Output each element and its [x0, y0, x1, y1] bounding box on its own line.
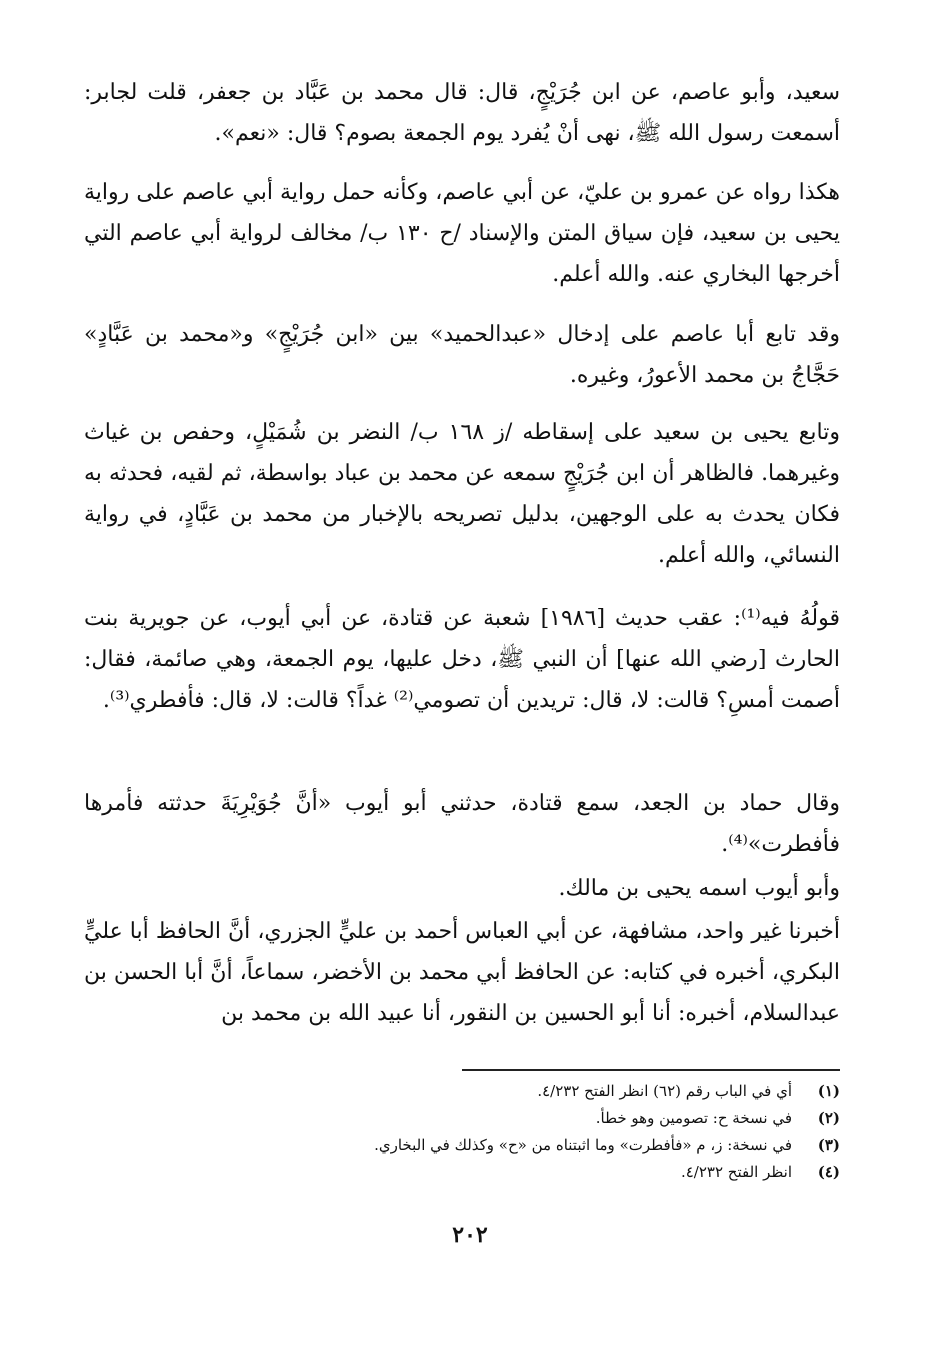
- paragraph-text: أخبرنا غير واحد، مشافهة، عن أبي العباس أحمد بن عليٍّ الجزري، أنَّ الحافظ أبا عليٍّ البكري، أخبره في كتابه: عن الحافظ أبي محمد بن الأخضر، سماعاً، أنَّ أبا الحسن بن عبدالسلام، أخبره: أنا أبو الحسين بن النقور، أنا عبيد الله بن محمد بن: [84, 919, 840, 1026]
- footnote-4: [330, 1159, 840, 1186]
- footnote-text: انظر الفتح ٤/٢٣٢.: [680, 1163, 792, 1181]
- footnote-3: [330, 1132, 840, 1159]
- paragraph-2: [84, 172, 840, 295]
- footnotes: [330, 1078, 840, 1186]
- paragraph-text: وتابع يحيى بن سعيد على إسقاطه /ز ١٦٨ ب/ النضر بن شُمَيْلٍ، وحفص بن غياث وغيرهما. فالظاهر أن ابن جُرَيْجٍ سمعه عن محمد بن عباد بواسطة، ثم لقيه، فحدثه به فكان يحدث به على الوجهين، بدليل تصريحه بالإخبار من محمد بن عَبَّادٍ، في رواية النسائي، والله أعلم.: [84, 420, 840, 568]
- footnote-text: في نسخة: ز، م «فأفطرت» وما اثبتناه من «ح» وكذلك في البخاري.: [374, 1136, 792, 1154]
- paragraph-text: سعيد، وأبو عاصم، عن ابن جُرَيْجٍ، قال: قال محمد بن عَبَّاد بن جعفر، قلت لجابر: أسمعت رسول الله ﷺ، نهى أنْ يُفرد يوم الجمعة بصوم؟ قال: «نعم».: [84, 80, 840, 146]
- footnote-number: (٣): [817, 1136, 840, 1154]
- footnote-2: [330, 1105, 840, 1132]
- paragraph-1: [84, 72, 840, 154]
- paragraph-text: وقال حماد بن الجعد، سمع قتادة، حدثني أبو أيوب «أنَّ جُوَيْرِيَةَ حدثته فأمرها فأفطرت»⁽⁴⁾.: [84, 791, 840, 857]
- paragraph-3: [84, 314, 840, 396]
- paragraph-text: وقد تابع أبا عاصم على إدخال «عبدالحميد» بين «ابن جُرَيْجٍ» و«محمد بن عَبَّادٍ» حَجَّاجُ بن محمد الأعورُ، وغيره.: [84, 322, 840, 388]
- paragraph-8: [84, 911, 840, 1034]
- footnote-text: في نسخة ح: تصومين وهو خطأ.: [595, 1109, 792, 1127]
- paragraph-7: [84, 868, 840, 909]
- footnote-number: (٢): [817, 1109, 840, 1127]
- footnote-divider: [462, 1069, 840, 1071]
- paragraph-4: [84, 412, 840, 576]
- paragraph-text: قولُهُ فيه⁽¹⁾: عقب حديث [١٩٨٦] شعبة عن قتادة، عن أبي أيوب، عن جويرية بنت الحارث [رضي الله عنها] أن النبي ﷺ، دخل عليها، يوم الجمعة، وهي صائمة، فقال: أصمت أمسِ؟ قالت: لا، قال: تريدين أن تصومي⁽²⁾ غداً؟ قالت: لا، قال: فأفطري⁽³⁾.: [84, 606, 841, 713]
- paragraph-5: [84, 598, 840, 721]
- paragraph-text: وأبو أيوب اسمه يحيى بن مالك.: [558, 876, 840, 901]
- page-number: ٢٠٢: [452, 1222, 488, 1248]
- footnote-number: (٤): [817, 1163, 840, 1181]
- paragraph-6: [84, 783, 840, 865]
- footnote-text: أي في الباب رقم (٦٢) انظر الفتح ٤/٢٣٢.: [537, 1082, 792, 1100]
- footnote-number: (١): [817, 1082, 840, 1100]
- paragraph-text: هكذا رواه عن عمرو بن عليّ، عن أبي عاصم، وكأنه حمل رواية أبي عاصم على رواية يحيى بن سعيد، فإن سياق المتن والإسناد /ح ١٣٠ ب/ مخالف لرواية أبي عاصم التي أخرجها البخاري عنه. والله أعلم.: [84, 180, 841, 287]
- footnote-1: [330, 1078, 840, 1105]
